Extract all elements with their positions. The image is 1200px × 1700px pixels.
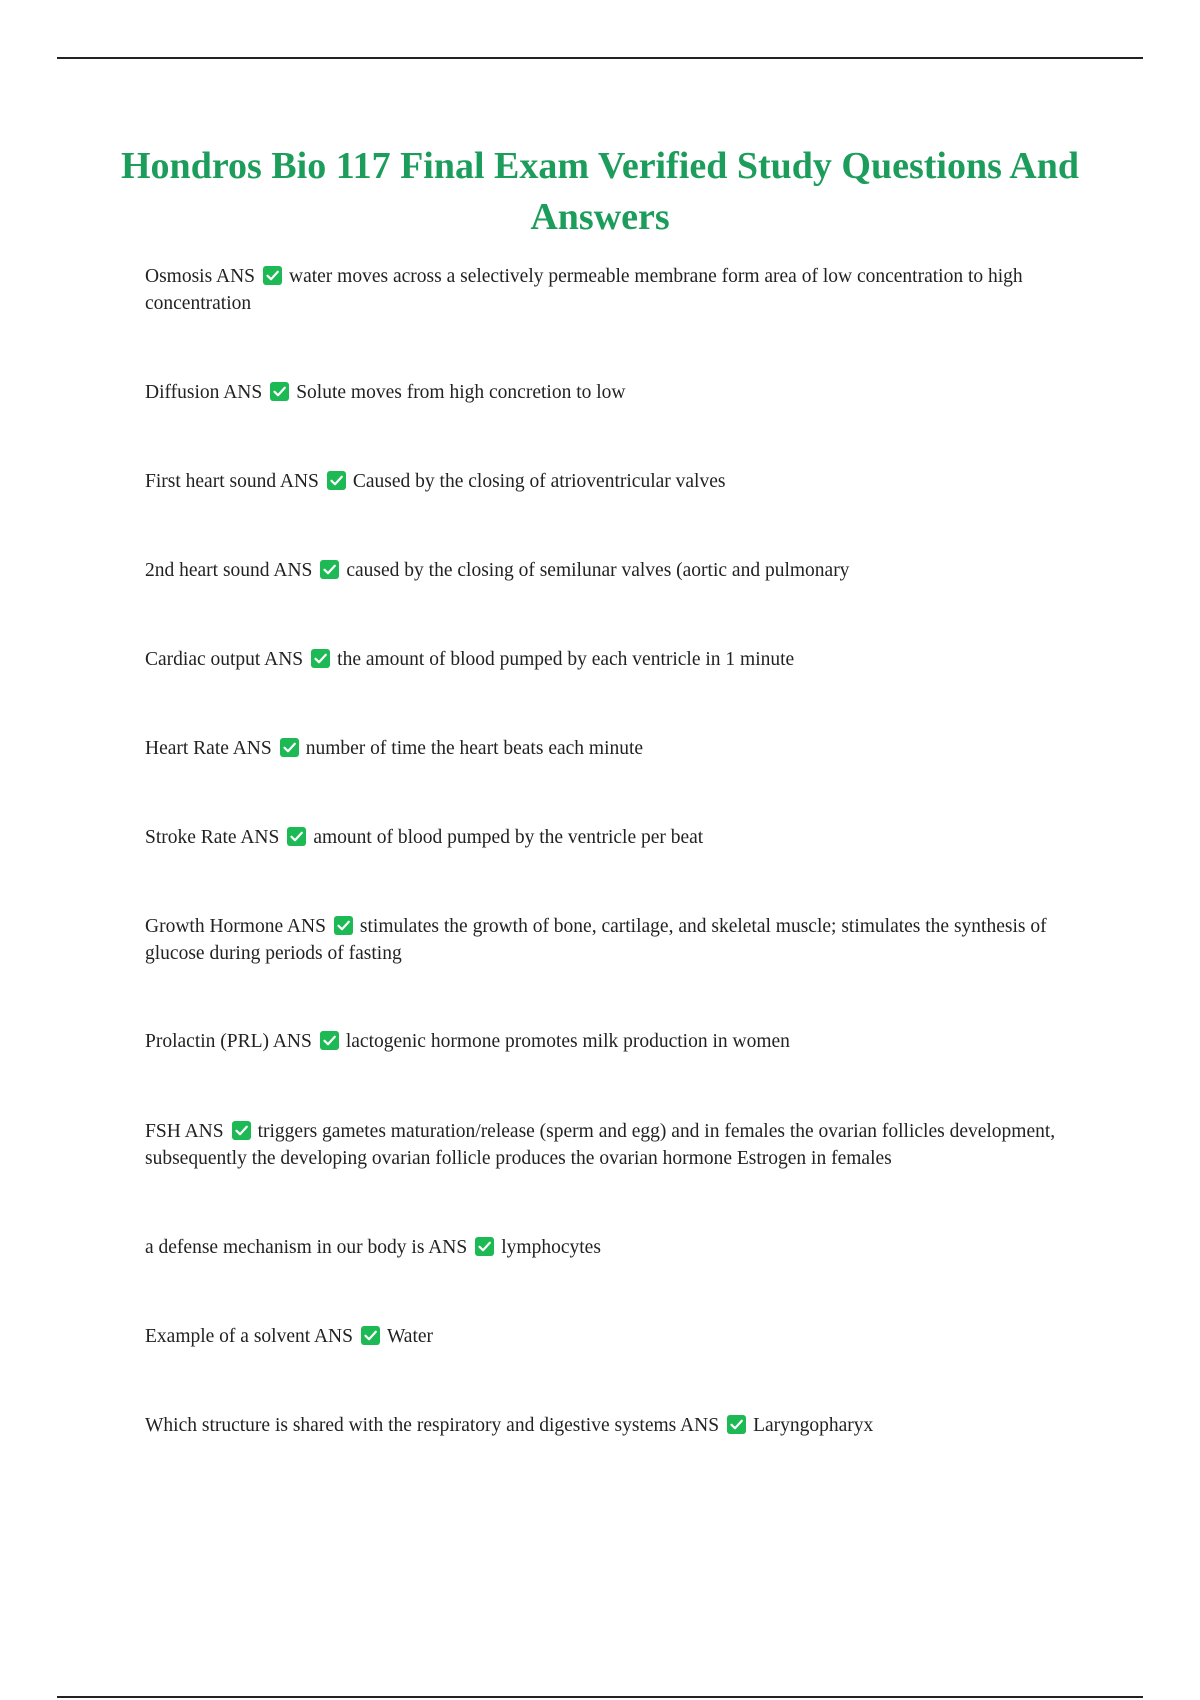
qa-term: 2nd heart sound ANS xyxy=(145,560,313,581)
qa-item-diffusion xyxy=(145,379,1085,406)
qa-term: Diffusion ANS xyxy=(145,382,263,403)
qa-answer: the amount of blood pumped by each ventricle in 1 minute xyxy=(337,649,795,670)
qa-item-second-heart-sound xyxy=(145,557,1085,584)
qa-item-osmosis xyxy=(145,263,1085,317)
check-icon xyxy=(270,382,289,401)
qa-term: Prolactin (PRL) ANS xyxy=(145,1031,312,1052)
check-icon xyxy=(320,560,339,579)
qa-term: Example of a solvent ANS xyxy=(145,1326,353,1347)
qa-term: Which structure is shared with the respiratory and digestive systems ANS xyxy=(145,1415,720,1436)
qa-term: Stroke Rate ANS xyxy=(145,827,280,848)
check-icon xyxy=(280,738,299,757)
qa-answer: triggers gametes maturation/release (sperm and egg) and in females the ovarian follicles development, subsequently the developing ovarian follicle produces the ovarian hormone Estrogen in females xyxy=(145,1121,1056,1169)
qa-item-growth-hormone xyxy=(145,913,1085,967)
qa-term: First heart sound ANS xyxy=(145,471,319,492)
qa-answer: stimulates the growth of bone, cartilage, and skeletal muscle; stimulates the synthesis of glucose during periods of fasting xyxy=(145,916,1047,964)
document-title: Hondros Bio 117 Final Exam Verified Study Questions And Answers xyxy=(121,145,1079,238)
check-icon xyxy=(361,1326,380,1345)
qa-term: Growth Hormone ANS xyxy=(145,916,326,937)
qa-answer: caused by the closing of semilunar valves (aortic and pulmonary xyxy=(346,560,850,581)
qa-term: Osmosis ANS xyxy=(145,266,255,287)
qa-term: a defense mechanism in our body is ANS xyxy=(145,1237,468,1258)
check-icon xyxy=(727,1415,746,1434)
qa-term: Cardiac output ANS xyxy=(145,649,304,670)
check-icon xyxy=(232,1121,251,1140)
qa-answer: Water xyxy=(386,1326,434,1347)
qa-answer: lactogenic hormone promotes milk production in women xyxy=(345,1031,790,1052)
qa-item-cardiac-output xyxy=(145,646,1085,673)
qa-item-fsh xyxy=(145,1118,1085,1172)
qa-answer: number of time the heart beats each minute xyxy=(305,738,644,759)
check-icon xyxy=(327,471,346,490)
qa-item-heart-rate xyxy=(145,735,1085,762)
check-icon xyxy=(334,916,353,935)
qa-item-shared-structure xyxy=(145,1412,1085,1439)
qa-answer: amount of blood pumped by the ventricle per beat xyxy=(313,827,704,848)
qa-term: Heart Rate ANS xyxy=(145,738,272,759)
qa-answer: Laryngopharyx xyxy=(753,1415,874,1436)
check-icon xyxy=(320,1031,339,1050)
qa-answer: Caused by the closing of atrioventricular valves xyxy=(352,471,726,492)
qa-answer: water moves across a selectively permeable membrane form area of low concentration to high concentration xyxy=(145,266,1023,314)
check-icon xyxy=(475,1237,494,1256)
check-icon xyxy=(287,827,306,846)
qa-answer: Solute moves from high concretion to low xyxy=(296,382,626,403)
qa-item-prolactin xyxy=(145,1028,1085,1055)
qa-item-stroke-rate xyxy=(145,824,1085,851)
top-rule xyxy=(57,57,1143,59)
qa-term: FSH ANS xyxy=(145,1121,224,1142)
check-icon xyxy=(311,649,330,668)
qa-item-solvent xyxy=(145,1323,1085,1350)
qa-answer: lymphocytes xyxy=(501,1237,601,1258)
qa-item-defense-mechanism xyxy=(145,1234,1085,1261)
qa-item-first-heart-sound xyxy=(145,468,1085,495)
check-icon xyxy=(263,266,282,285)
bottom-rule xyxy=(57,1696,1143,1698)
